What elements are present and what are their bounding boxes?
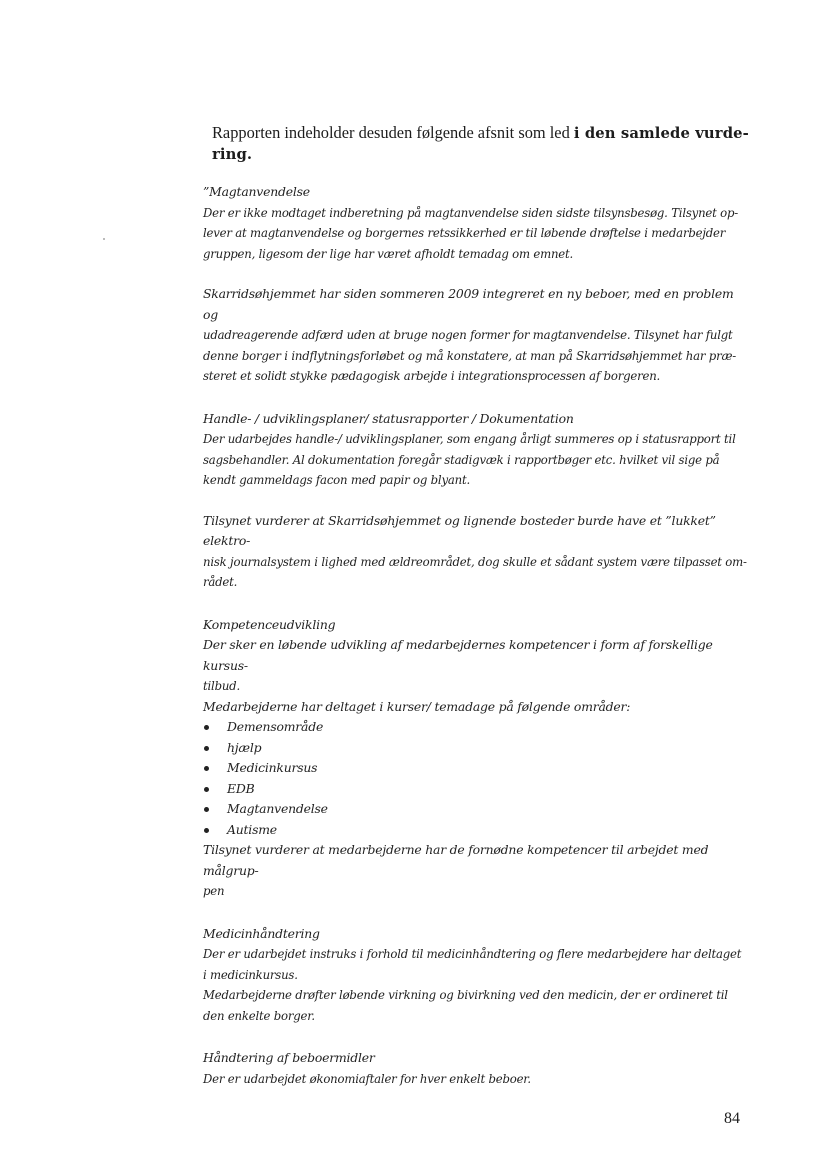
text-line: tilbud. [203, 679, 240, 693]
text-line: Der er udarbejdet økonomiaftaler for hver enkelt beboer. [203, 1071, 531, 1086]
text-line: kendt gammeldags facon med papir og blyant. [203, 473, 470, 487]
heading-medicinhandtering: Medicinhåndtering [203, 925, 320, 941]
text-line: Skarridsøhjemmet har siden sommeren 2009 integreret en ny beboer, med en problem og [203, 286, 734, 322]
text-line: Der udarbejdes handle-/ udviklingsplaner, som engang årligt summeres op i statusrapport til [203, 432, 736, 446]
list-item: Autisme [203, 820, 748, 841]
text-line: Medarbejderne har deltaget i kurser/ temadage på følgende områder: [203, 698, 631, 714]
text-line: pen [203, 884, 225, 898]
list-item: EDB [203, 779, 748, 800]
text-line: nisk journalsystem i lighed med ældreområdet, dog skulle et sådant system være tilpasset om- [203, 554, 747, 569]
intro-paragraph [212, 123, 752, 165]
list-item: Demensområde [203, 717, 748, 738]
text-line: lever at magtanvendelse og borgernes retssikkerhed er til løbende drøftelse i medarbejder [203, 226, 726, 240]
intro-bold-text: i den samlede vurde- [573, 125, 749, 142]
heading-kompetenceudvikling: Kompetenceudvikling [203, 616, 336, 632]
heading-handleplaner: Handle- / udviklingsplaner/ statusrapporter / Dokumentation [203, 410, 574, 426]
text-line: den enkelte borger. [203, 1008, 315, 1023]
list-item: hjælp [203, 738, 748, 759]
report-body [203, 182, 748, 1089]
text-line: Der er ikke modtaget indberetning på magtanvendelse siden sidste tilsynsbesøg. Tilsynet op- [203, 205, 739, 220]
text-line: Medarbejderne drøfter løbende virkning og bivirkning ved den medicin, der er ordineret til [203, 988, 728, 1002]
text-line: rådet. [203, 575, 238, 589]
intro-text: Rapporten indeholder desuden følgende afsnit som led [212, 123, 574, 142]
heading-magtanvendelse: ”Magtanvendelse [203, 184, 310, 199]
intro-bold-text-end: ring. [212, 146, 253, 163]
text-line: udadreagerende adfærd uden at bruge nogen former for magtanvendelse. Tilsynet har fulgt [203, 328, 733, 342]
text-line: gruppen, ligesom der lige har været afholdt temadag om emnet. [203, 246, 574, 261]
text-line: steret et solidt stykke pædagogisk arbejde i integrationsprocessen af borgeren. [203, 369, 661, 383]
text-line: Der er udarbejdet instruks i forhold til medicinhåndtering og flere medarbejdere har deltaget [203, 947, 742, 961]
heading-beboermidler: Håndtering af beboermidler [203, 1050, 375, 1065]
text-line: Der sker en løbende udvikling af medarbejdernes kompetencer i form af forskellige kursus- [203, 637, 713, 673]
course-list [203, 717, 748, 840]
text-line: Tilsynet vurderer at Skarridsøhjemmet og lignende bosteder burde have et ”lukket” elektro- [203, 512, 716, 548]
text-line: Tilsynet vurderer at medarbejderne har de fornødne kompetencer til arbejdet med målgrup- [203, 842, 709, 878]
text-line: i medicinkursus. [203, 967, 298, 982]
list-item: Magtanvendelse [203, 799, 748, 820]
scan-speck [103, 238, 105, 240]
list-item: Medicinkursus [203, 758, 748, 779]
text-line: denne borger i indflytningsforløbet og må konstatere, at man på Skarridsøhjemmet har præ- [203, 348, 736, 363]
page-number: 84 [724, 1110, 740, 1127]
text-line: sagsbehandler. Al dokumentation foregår stadigvæk i rapportbøger etc. hvilket vil sige på [203, 452, 720, 467]
